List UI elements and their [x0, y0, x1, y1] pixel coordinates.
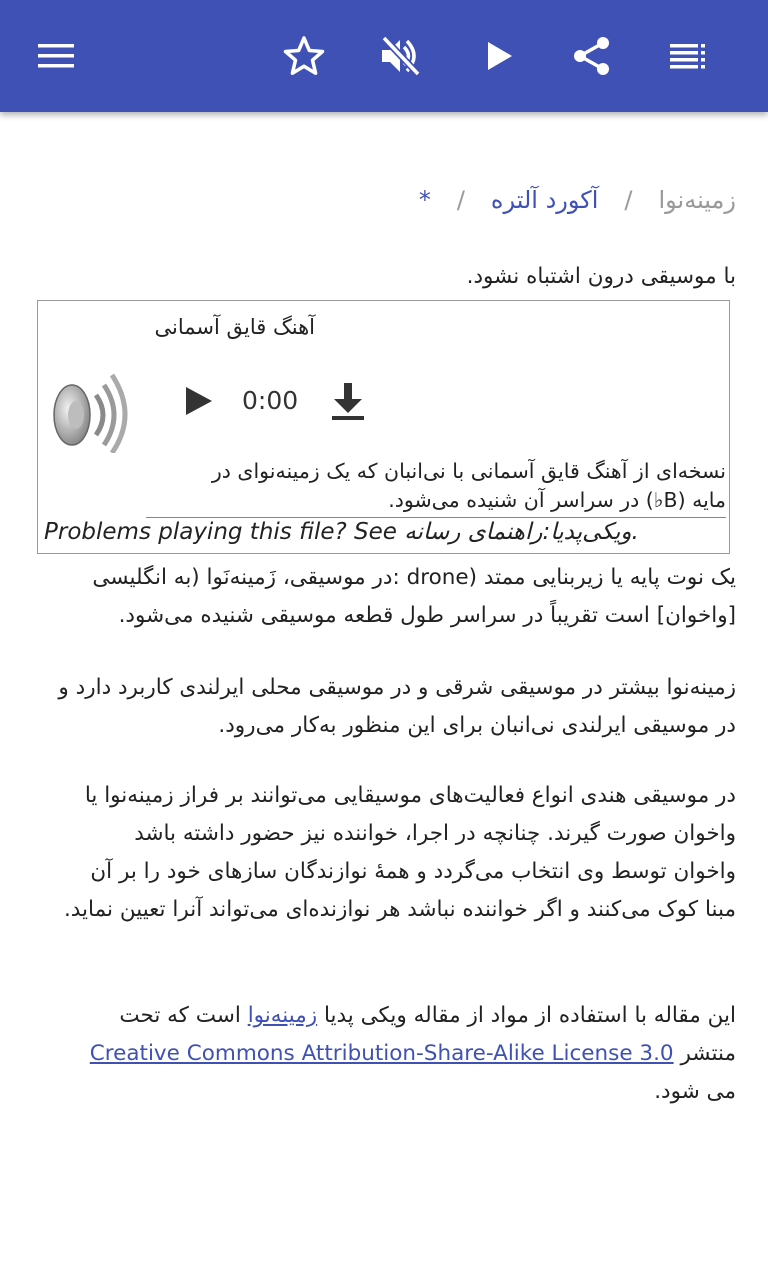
breadcrumb-root-link[interactable]: *: [418, 186, 431, 214]
article-source-link[interactable]: زمینه‌نوا: [247, 1003, 318, 1028]
license-middle: است که تحت: [119, 1003, 248, 1028]
audio-play-icon[interactable]: [180, 381, 220, 421]
speaker-icon: [46, 365, 138, 453]
paragraph-line: واخوان توسط وی انتخاب می‌گردد و همهٔ نوازندگان سازهای خود را بر آن: [90, 859, 736, 884]
license-suffix: می شود.: [654, 1079, 736, 1104]
breadcrumb: [32, 178, 736, 222]
star-icon[interactable]: [280, 32, 328, 80]
hatnote-text: با موسیقی درون اشتباه نشود.: [466, 264, 736, 289]
problems-playing-link[interactable]: Problems playing this file? See ویکی‌پدیا:راهنمای رسانه.: [44, 519, 639, 545]
breadcrumb-current: زمینه‌نوا: [658, 186, 736, 214]
article-paragraph-2: [32, 669, 736, 745]
media-caption: [146, 457, 726, 518]
share-icon[interactable]: [568, 32, 616, 80]
breadcrumb-separator: /: [624, 186, 633, 214]
caption-line: نسخه‌ای از آهنگ قایق آسمانی با نی‌انبان که یک زمینه‌نوای در: [211, 459, 726, 483]
breadcrumb-parent-link[interactable]: آکورد آلتره: [490, 186, 599, 214]
audio-time: 0:00: [242, 386, 299, 415]
paragraph-line: در موسیقی هندی انواع فعالیت‌های موسیقایی می‌توانند بر فراز زمینه‌نوا یا: [84, 783, 736, 808]
audio-player: [180, 377, 380, 425]
paragraph-line: یک نوت پایه یا زیربنایی ممتد (drone :در موسیقی، زَمینه‌نَوا (به انگلیسی: [92, 565, 736, 590]
license-notice: [32, 997, 736, 1111]
hatnote: [32, 258, 736, 296]
media-title: آهنگ قایق آسمانی: [154, 315, 315, 339]
license-prefix: این مقاله با استفاده از مواد از مقاله ویکی پدیا: [317, 1003, 736, 1028]
mute-icon[interactable]: [376, 32, 424, 80]
menu-icon[interactable]: [32, 32, 80, 80]
list-icon[interactable]: [664, 32, 712, 80]
paragraph-line: در موسیقی ایرلندی نی‌انبان برای این منظور به‌کار می‌رود.: [218, 713, 736, 738]
play-icon[interactable]: [474, 32, 522, 80]
download-icon[interactable]: [326, 379, 370, 423]
breadcrumb-separator: /: [456, 186, 465, 214]
paragraph-line: [واخوان] است تقریباً در سراسر طول قطعه موسیقی شنیده می‌شود.: [118, 603, 736, 628]
license-link[interactable]: Creative Commons Attribution-Share-Alike License 3.0: [89, 1041, 674, 1066]
paragraph-line: زمینه‌نوا بیشتر در موسیقی شرقی و در موسیقی محلی ایرلندی کاربرد دارد و: [58, 675, 736, 700]
license-line-2: [32, 1035, 736, 1073]
paragraph-line: واخوان صورت گیرند. چنانچه در اجرا، خواننده نیز حضور داشته باشد: [134, 821, 736, 846]
app-toolbar: [0, 0, 768, 112]
paragraph-line: مبنا کوک می‌کنند و اگر خواننده نباشد هر نوازنده‌ای می‌تواند آنرا تعیین نماید.: [63, 897, 736, 922]
license-published: منتشر: [680, 1041, 736, 1066]
article-paragraph-1: [32, 559, 736, 635]
caption-line: مایه (B♭) در سراسر آن شنیده می‌شود.: [388, 488, 726, 512]
audio-media-box: [37, 300, 730, 554]
license-line-1: [32, 997, 736, 1035]
article-paragraph-3: [32, 777, 736, 929]
